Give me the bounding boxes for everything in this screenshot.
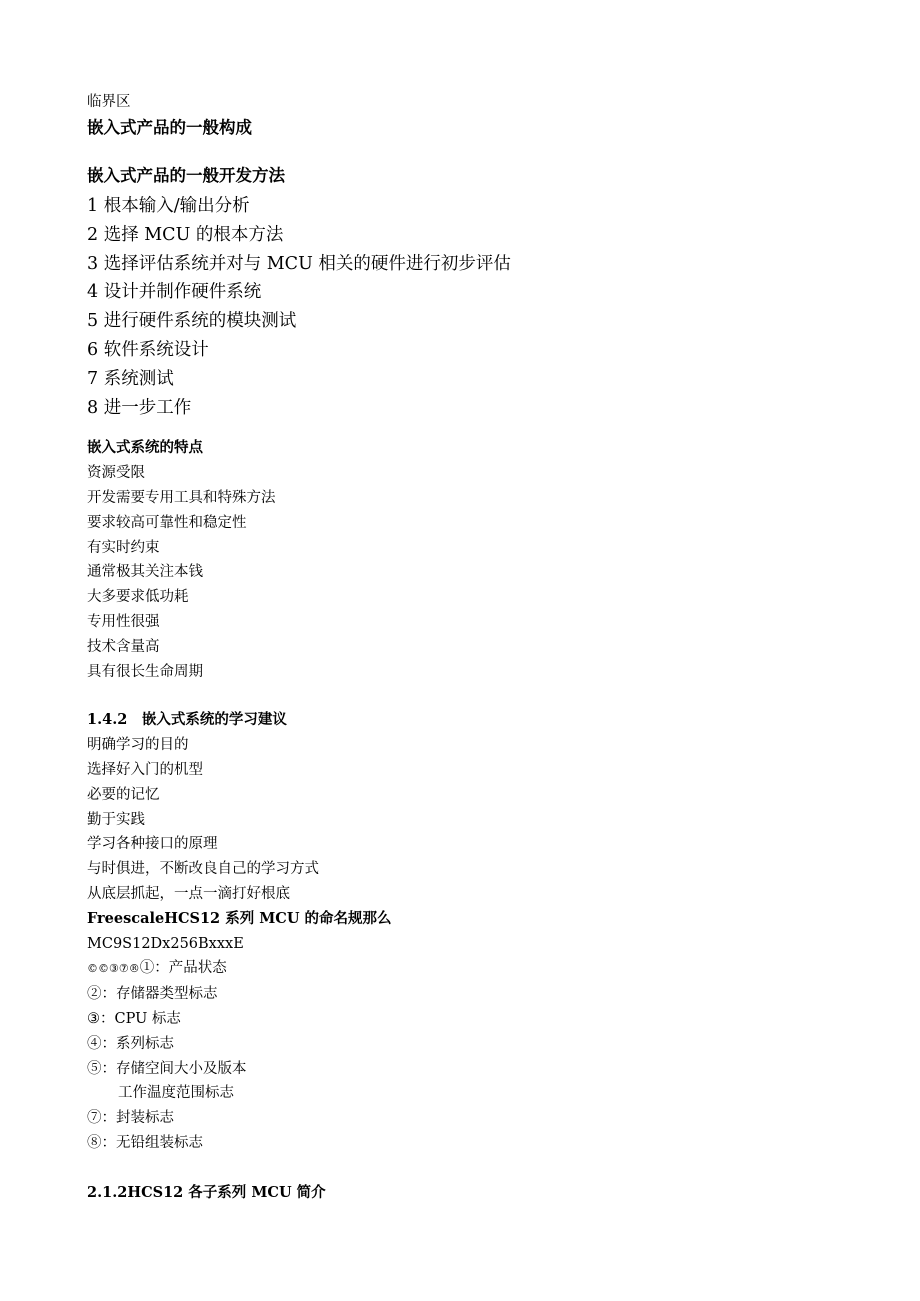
symbol-prefix: ©©③⑦® [87,962,140,976]
naming-list [87,932,847,1156]
heading-dev-method: 嵌入式产品的一般开发方法 [87,166,285,185]
list-item: 3 选择评估系统并对与 MCU 相关的硬件进行初步评估 [87,253,511,274]
list-item: 工作温度范围标志 [118,1085,234,1102]
list-item: 选择好入门的机型 [87,761,203,778]
heading-learning-advice: 1.4.2 嵌入式系统的学习建议 [87,711,287,729]
heading-product-structure: 嵌入式产品的一般构成 [87,118,252,137]
heading-naming-rules: FreescaleHCS12 系列 MCU 的命名规那么 [87,909,392,927]
list-item [87,956,847,982]
list-item: 5 进行硬件系统的模块测试 [87,311,297,332]
list-item: 专用性很强 [87,613,160,630]
list-item: 具有很长生命周期 [87,663,203,680]
list-item: ⑤：存储空间大小及版本 [87,1060,247,1077]
list-item: 资源受限 [87,465,145,482]
list-item: 要求较高可靠性和稳定性 [87,514,247,531]
list-item: 6 软件系统设计 [87,339,209,360]
features-list [87,461,847,684]
list-item: 明确学习的目的 [87,737,189,754]
list-item: 勤于实践 [87,811,145,828]
heading-features: 嵌入式系统的特点 [87,439,203,457]
list-item: ②：存储器类型标志 [87,986,218,1003]
advice-list [87,733,847,907]
list-item: 1 根本输入/输出分析 [87,196,250,216]
list-item: 7 系统测试 [87,368,174,389]
list-item: 2 选择 MCU 的根本方法 [87,224,284,245]
heading-subseries-intro: 2.1.2HCS12 各子系列 MCU 简介 [87,1183,326,1201]
document-page [87,90,847,1205]
list-item: 技术含量高 [87,638,160,655]
list-item: ⑧：无铅组装标志 [87,1134,203,1151]
list-item: 通常极其关注本钱 [87,564,203,581]
list-item: 从底层抓起，一点一滴打好根底 [87,885,290,902]
list-item: ⑦：封装标志 [87,1110,174,1127]
list-item: 有实时约束 [87,539,160,556]
dev-steps-list [87,192,847,422]
list-item: 必要的记忆 [87,786,160,803]
line-critical-section: 临界区 [87,94,131,110]
list-item: 4 设计并制作硬件系统 [87,282,262,303]
list-item: 学习各种接口的原理 [87,836,218,853]
model-number: MC9S12Dx256BxxxE [87,935,244,952]
list-item: ④：系列标志 [87,1035,174,1052]
naming-line: ①：产品状态 [139,960,227,977]
list-item: ③：CPU 标志 [87,1010,181,1027]
list-item: 8 进一步工作 [87,397,192,418]
list-item: 开发需要专用工具和特殊方法 [87,489,276,506]
list-item: 大多要求低功耗 [87,589,189,606]
list-item: 与时俱进，不断改良自己的学习方式 [87,861,319,878]
